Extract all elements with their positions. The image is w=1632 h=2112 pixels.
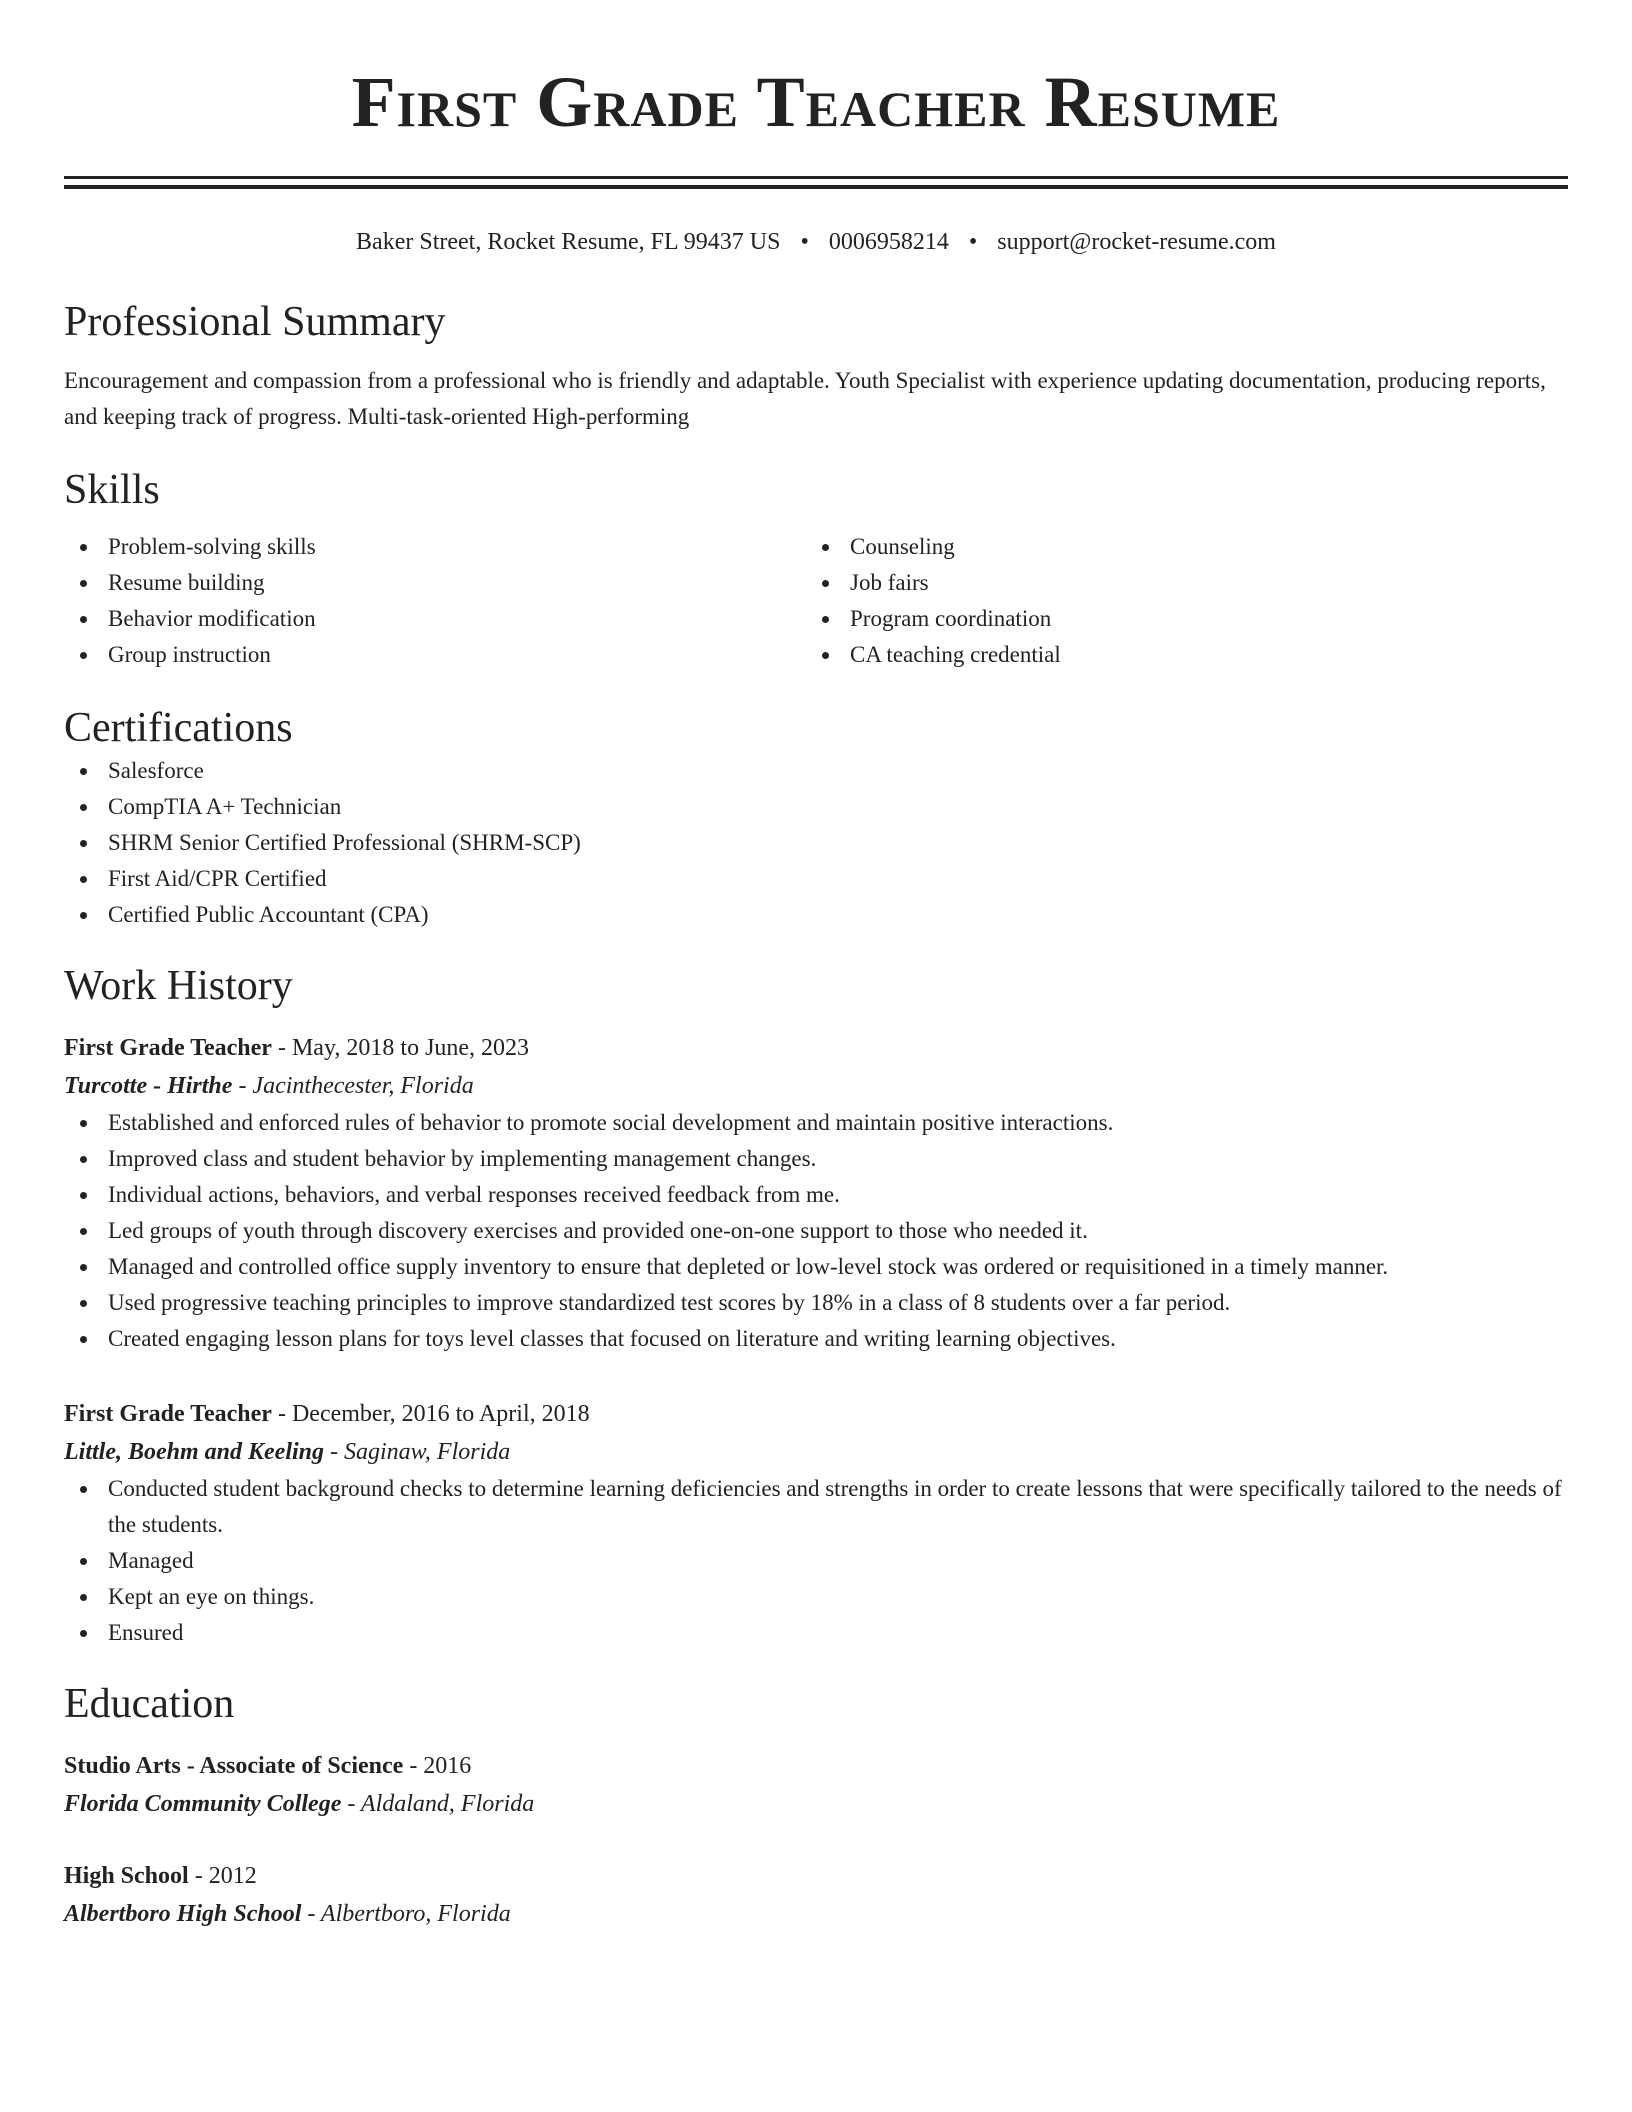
job-dates: - December, 2016 to April, 2018 (271, 1401, 590, 1427)
bullet-icon (80, 652, 87, 659)
contact-phone: 0006958214 (828, 229, 949, 255)
education-degree-line (64, 1747, 1568, 1785)
certification-item: First Aid/CPR Certified (64, 861, 1568, 897)
bullet-icon (80, 1558, 87, 1565)
job-entry (64, 1395, 1568, 1651)
contact-separator: • (800, 229, 809, 255)
certification-item: Salesforce (64, 753, 1568, 789)
skill-item: Behavior modification (64, 601, 806, 637)
education-degree-line (64, 1857, 1568, 1895)
bullet-icon (822, 616, 829, 623)
summary-heading: Professional Summary (64, 299, 446, 345)
job-role: First Grade Teacher (64, 1401, 272, 1427)
bullet-icon (80, 1192, 87, 1199)
job-company: Little, Boehm and Keeling (64, 1439, 325, 1465)
title-divider-top (64, 176, 1568, 179)
summary-text: Encouragement and compassion from a professional who is friendly and adaptable. Youth Specialist with experience updating documentation, producing reports, and keeping track of progress. Multi-task-oriented High-performing (64, 368, 1546, 429)
education-school-line (64, 1785, 1568, 1823)
bullet-icon (80, 876, 87, 883)
bullet-icon (80, 616, 87, 623)
education-year: - 2012 (188, 1863, 257, 1889)
bullet-icon (80, 1486, 87, 1493)
job-duty-item: Managed (64, 1543, 1568, 1579)
job-duties-list (64, 1471, 1568, 1651)
bullet-icon (822, 580, 829, 587)
education-school-line (64, 1895, 1568, 1933)
job-duty-item: Used progressive teaching principles to improve standardized test scores by 18% in a class of 8 students over a far period. (64, 1285, 1568, 1321)
certification-item: Certified Public Accountant (CPA) (64, 897, 1568, 933)
job-duty-item: Established and enforced rules of behavior to promote social development and maintain positive interactions. (64, 1105, 1568, 1141)
bullet-icon (80, 1120, 87, 1127)
skill-item: CA teaching credential (806, 637, 1548, 673)
skills-grid (64, 529, 1568, 673)
education-year: - 2016 (403, 1753, 472, 1779)
skill-item: Job fairs (806, 565, 1548, 601)
education-location: - Aldaland, Florida (341, 1791, 535, 1817)
bullet-icon (822, 544, 829, 551)
bullet-icon (80, 1228, 87, 1235)
certifications-heading: Certifications (64, 705, 293, 751)
bullet-icon (80, 1156, 87, 1163)
education-entry (64, 1857, 1568, 1933)
title-divider-bottom (64, 185, 1568, 189)
education-degree: High School (64, 1863, 189, 1889)
skill-item: Counseling (806, 529, 1548, 565)
skill-item: Problem-solving skills (64, 529, 806, 565)
bullet-icon (80, 804, 87, 811)
bullet-icon (80, 1594, 87, 1601)
contact-separator: • (968, 229, 978, 255)
job-dates: - May, 2018 to June, 2023 (271, 1035, 530, 1061)
skill-item: Program coordination (806, 601, 1548, 637)
education-location: - Albertboro, Florida (301, 1901, 511, 1927)
bullet-icon (80, 1630, 87, 1637)
job-company-line (64, 1067, 1568, 1105)
job-duty-item: Created engaging lesson plans for toys level classes that focused on literature and writing learning objectives. (64, 1321, 1568, 1357)
job-title-line (64, 1395, 1568, 1433)
job-title-line (64, 1029, 1568, 1067)
contact-email: support@rocket-resume.com (997, 229, 1276, 255)
job-company-line (64, 1433, 1568, 1471)
work-history-heading: Work History (64, 963, 293, 1009)
job-location: - Jacinthecester, Florida (232, 1073, 474, 1099)
bullet-icon (80, 544, 87, 551)
bullet-icon (80, 580, 87, 587)
skills-list-right (806, 529, 1548, 673)
job-duty-item: Ensured (64, 1615, 1568, 1651)
education-degree: Studio Arts - Associate of Science (64, 1753, 404, 1779)
education-school: Florida Community College (64, 1791, 342, 1817)
certification-item: SHRM Senior Certified Professional (SHRM-SCP) (64, 825, 1568, 861)
job-duty-item: Kept an eye on things. (64, 1579, 1568, 1615)
job-duty-item: Individual actions, behaviors, and verbal responses received feedback from me. (64, 1177, 1568, 1213)
job-entry (64, 1029, 1568, 1357)
job-location: - Saginaw, Florida (324, 1439, 511, 1465)
bullet-icon (80, 768, 87, 775)
skills-column-left (64, 529, 806, 673)
bullet-icon (80, 1300, 87, 1307)
job-duty-item: Conducted student background checks to determine learning deficiencies and strengths in order to create lessons that were specifically tailored to the needs of the students. (64, 1471, 1568, 1543)
education-school: Albertboro High School (64, 1901, 302, 1927)
skill-item: Resume building (64, 565, 806, 601)
skill-item: Group instruction (64, 637, 806, 673)
skills-heading: Skills (64, 467, 160, 513)
education-entry (64, 1747, 1568, 1823)
contact-address: Baker Street, Rocket Resume, FL 99437 US (356, 229, 781, 255)
bullet-icon (80, 912, 87, 919)
bullet-icon (80, 840, 87, 847)
job-duty-item: Led groups of youth through discovery exercises and provided one-on-one support to those who needed it. (64, 1213, 1568, 1249)
resume-title: First Grade Teacher Resume (351, 62, 1281, 142)
education-heading: Education (64, 1681, 235, 1727)
job-company: Turcotte - Hirthe (64, 1073, 233, 1099)
bullet-icon (80, 1264, 87, 1271)
certifications-list (64, 753, 1568, 933)
job-duty-item: Improved class and student behavior by implementing management changes. (64, 1141, 1568, 1177)
job-duties-list (64, 1105, 1568, 1357)
bullet-icon (822, 652, 829, 659)
job-role: First Grade Teacher (64, 1035, 272, 1061)
bullet-icon (80, 1336, 87, 1343)
job-duty-item: Managed and controlled office supply inventory to ensure that depleted or low-level stock was ordered or requisitioned in a timely manner. (64, 1249, 1568, 1285)
skills-list-left (64, 529, 806, 673)
contact-line (64, 227, 1568, 257)
certification-item: CompTIA A+ Technician (64, 789, 1568, 825)
skills-column-right (806, 529, 1548, 673)
